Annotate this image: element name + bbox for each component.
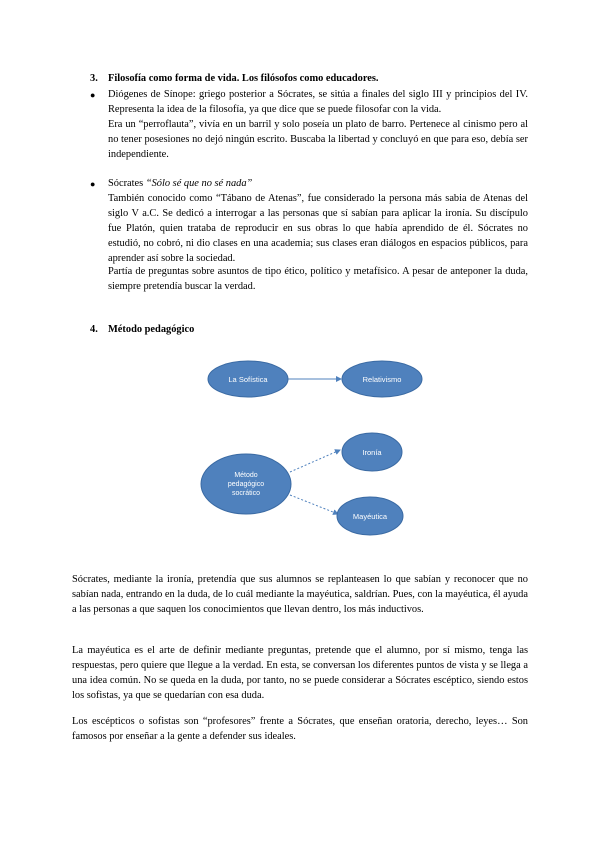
node-metodo-label-3: socrático: [231, 490, 261, 497]
method-diagram: [190, 350, 430, 540]
connector-metodo-mayeutica: [290, 495, 338, 514]
socrates-quote: “Sólo sé que no sé nada”: [145, 178, 253, 189]
socrates-name: Sócrates: [108, 178, 144, 189]
diogenes-paragraph-2: Era un “perroflauta”, vivía en un barril y solo poseía un plato de barro. Pertenece al cinismo pero al no tener posesiones no dejó ningún escrito. Buscaba la libertad y concluyó en que para eso, debía ser independiente.: [108, 119, 528, 160]
node-metodo-label-1: Método: [234, 472, 258, 479]
node-relativismo-label: Relativismo: [362, 375, 402, 384]
diogenes-paragraph: Diógenes de Sínope: griego posterior a Sócrates, se sitúa a finales del siglo III y principios del IV. Representa la idea de la filosofía, ya que dice que se puede filosofar con la vida.: [108, 89, 528, 115]
connector-metodo-ironia: [290, 450, 340, 472]
socrates-paragraph-2: Partía de preguntas sobre asuntos de tipo ético, político y metafísico. A pesar de anteponer la duda, siempre pretendía buscar la verdad.: [108, 266, 528, 292]
node-metodo-label-2: pedagógico: [227, 481, 265, 488]
socrates-paragraph: También conocido como “Tábano de Atenas”, fue considerado la persona más sabia de Atenas del siglo V a.C. Se dedicó a interrogar a las personas que sí sabían para aplicar la ironía. Su discípulo fue Platón, quien trataba de reproducir en sus obras lo que había aprendido de él. Sócrates no estudió, no cobró, ni dio clases en una academia; sus clases eran diálogos en espacios públicos, para aprender así sobre la sociedad.: [108, 193, 528, 264]
bullet-icon: ●: [90, 179, 96, 189]
bullet-icon: ●: [90, 90, 96, 100]
body-paragraph-3: Los escépticos o sofistas son “profesores” frente a Sócrates, que enseñan oratoria, derecho, leyes… Son famosos por enseñar a la gente a defender sus ideales.: [72, 716, 528, 742]
node-mayeutica-label: Mayéutica: [352, 512, 388, 521]
section-4-number: 4.: [90, 324, 98, 335]
section-3-title: Filosofía como forma de vida. Los filósofos como educadores.: [108, 73, 379, 84]
section-3-number: 3.: [90, 73, 98, 84]
node-sofistica-label: La Sofística: [228, 375, 268, 384]
body-paragraph-1: Sócrates, mediante la ironía, pretendía que sus alumnos se replanteasen lo que sabían y reconocer que no sabían nada, entrando en la duda, de lo cuál mediante la mayéutica, saldrían. Pues, con la mayéutica, él ayuda a las personas a que saquen los conocimientos que llevan dentro, los más inductivos.: [72, 574, 528, 615]
body-paragraph-2: La mayéutica es el arte de definir mediante preguntas, pretende que el alumno, por sí mismo, tenga las respuestas, pero quiere que llegue a la verdad. En esta, se conversan los diferentes puntos de vista y se llega a una idea común. No se queda en la duda, por tanto, no se puede considerar a Sócrates escéptico, siendo estos los sofistas, ya que se quedarían con esa duda.: [72, 645, 528, 701]
socrates-heading: [108, 176, 528, 191]
node-ironia-label: Ironía: [362, 448, 382, 457]
section-4-title: Método pedagógico: [108, 324, 195, 335]
